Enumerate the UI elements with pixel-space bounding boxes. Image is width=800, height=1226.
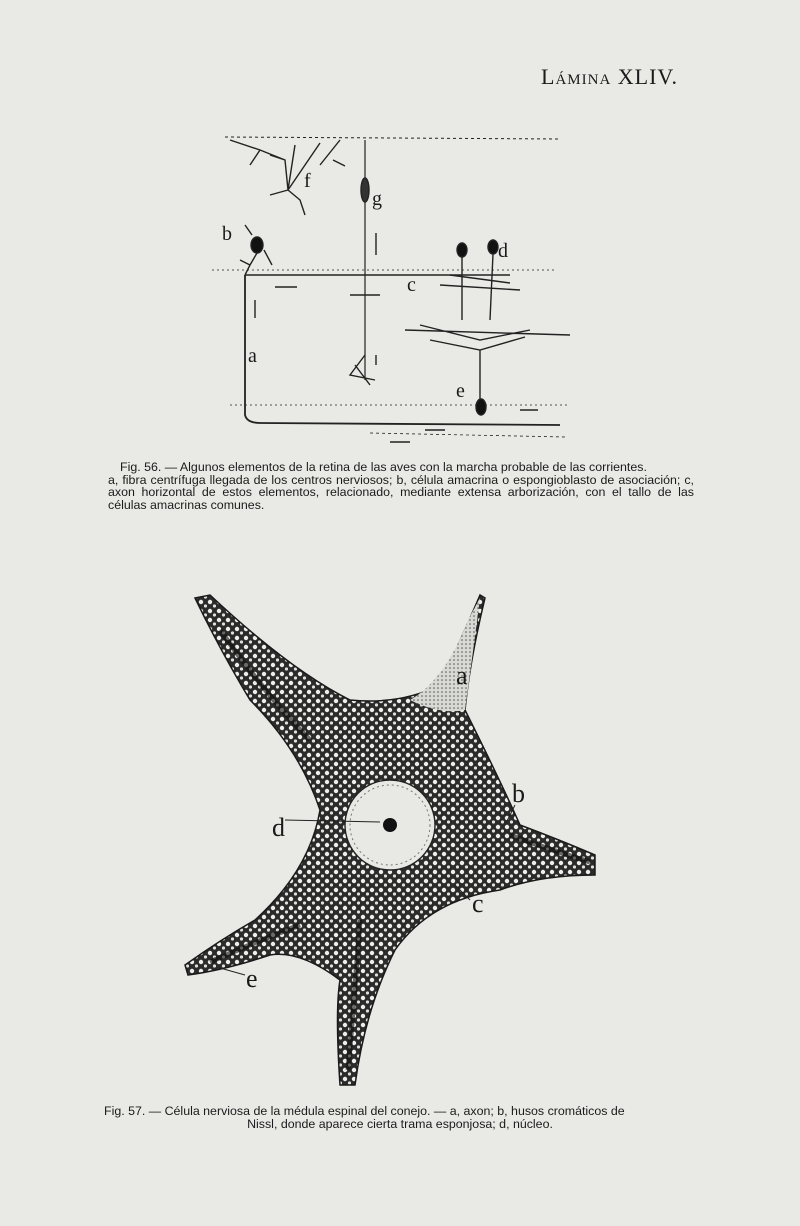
fig57-label-e: e <box>246 964 258 993</box>
fig57-label-d: d <box>272 813 285 842</box>
figure-56-caption <box>108 461 694 511</box>
figure-56-caption-title: Fig. 56. — Algunos elementos de la retina de las aves con la marcha probable de las corrientes. <box>120 460 647 474</box>
fig56-label-b: b <box>222 223 232 245</box>
figure-57-neuron-drawing <box>180 590 610 1090</box>
fig56-label-a: a <box>248 345 257 367</box>
figure-57-caption <box>104 1105 696 1130</box>
figure-56-caption-text: a, fibra centrífuga llegada de los centros nerviosos; b, célula amacrina o espongioblasto de asociación; c, axon horizontal de estos elementos, relacionado, mediante extensa arborización, con el tallo de las células amacrinas comunes. <box>108 472 694 512</box>
fig57-label-b: b <box>512 779 525 808</box>
fig56-label-g: g <box>372 188 382 210</box>
fig56-label-e: e <box>456 380 465 402</box>
fig56-label-d: d <box>498 240 508 262</box>
fig57-label-c: c <box>472 889 484 918</box>
fig56-label-c: c <box>407 274 416 296</box>
figure-56-retina-drawing <box>200 125 580 455</box>
fig57-label-a: a <box>456 661 468 690</box>
fig56-label-f: f <box>304 170 311 192</box>
plate-title: Lámina XLIV. <box>541 64 678 89</box>
figure-57-caption-line1: Fig. 57. — Célula nerviosa de la médula espinal del conejo. — a, axon; b, husos cromáticos de <box>104 1104 625 1118</box>
figure-57-caption-line2: Nissl, donde aparece cierta trama esponjosa; d, núcleo. <box>247 1116 553 1131</box>
